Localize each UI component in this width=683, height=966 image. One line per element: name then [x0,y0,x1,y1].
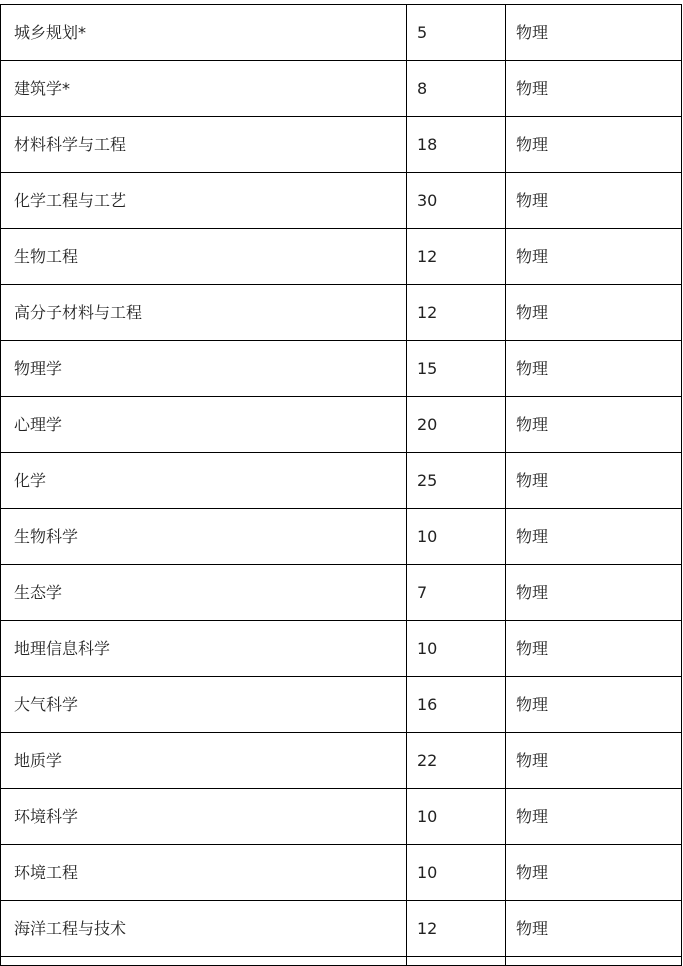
major-name-cell: 生物科学 [1,509,407,565]
enrollment-count-cell: 12 [407,229,506,285]
enrollment-count-cell: 7 [407,565,506,621]
subject-requirement-cell: 物理 [506,677,682,733]
enrollment-count-cell: 10 [407,509,506,565]
major-name-cell: 环境工程 [1,845,407,901]
major-name-cell: 城乡规划* [1,5,407,61]
enrollment-count-cell: 16 [407,677,506,733]
table-row [1,397,682,453]
table-row [1,621,682,677]
enrollment-count-cell: 12 [407,901,506,957]
enrollment-count-cell: 18 [407,117,506,173]
major-name-cell: 心理学 [1,397,407,453]
subject-requirement-cell: 物理 [506,733,682,789]
table-row [1,733,682,789]
enrollment-count-cell: 10 [407,621,506,677]
table-row [1,509,682,565]
subject-requirement-cell: 物理 [506,173,682,229]
table-row [1,285,682,341]
major-table-body [1,5,682,966]
enrollment-count-cell: 8 [407,61,506,117]
table-row [1,677,682,733]
subject-requirement-cell: 物理 [506,229,682,285]
table-row [1,341,682,397]
enrollment-count-cell: 20 [407,397,506,453]
major-name-cell: 环境科学 [1,789,407,845]
major-name-cell: 物理学 [1,341,407,397]
enrollment-count-cell: 22 [407,733,506,789]
major-name-cell: 地质学 [1,733,407,789]
enrollment-count-cell: 12 [407,285,506,341]
subject-requirement-cell: 物理 [506,341,682,397]
major-table-container [0,4,682,966]
subject-requirement-cell: 物理 [506,5,682,61]
enrollment-count-cell: 15 [407,341,506,397]
subject-requirement-cell: 物理 [506,453,682,509]
major-name-cell: 海洋工程与技术 [1,901,407,957]
enrollment-count-cell: 30 [407,173,506,229]
subject-requirement-cell: 物理 [506,61,682,117]
enrollment-count-cell: 5 [407,5,506,61]
subject-requirement-cell: 物理 [506,789,682,845]
major-name-cell: 地理信息科学 [1,621,407,677]
empty-cell [407,957,506,966]
major-name-cell: 材料科学与工程 [1,117,407,173]
subject-requirement-cell: 物理 [506,621,682,677]
table-row [1,229,682,285]
subject-requirement-cell: 物理 [506,117,682,173]
major-name-cell: 生物工程 [1,229,407,285]
enrollment-count-cell: 10 [407,845,506,901]
table-row [1,117,682,173]
empty-cell [1,957,407,966]
table-row-partial [1,957,682,966]
subject-requirement-cell: 物理 [506,509,682,565]
major-name-cell: 建筑学* [1,61,407,117]
table-row [1,5,682,61]
subject-requirement-cell: 物理 [506,285,682,341]
table-row [1,845,682,901]
enrollment-count-cell: 10 [407,789,506,845]
major-name-cell: 高分子材料与工程 [1,285,407,341]
empty-cell [506,957,682,966]
major-name-cell: 大气科学 [1,677,407,733]
major-name-cell: 化学 [1,453,407,509]
table-row [1,453,682,509]
table-row [1,901,682,957]
subject-requirement-cell: 物理 [506,397,682,453]
subject-requirement-cell: 物理 [506,565,682,621]
major-name-cell: 化学工程与工艺 [1,173,407,229]
subject-requirement-cell: 物理 [506,901,682,957]
subject-requirement-cell: 物理 [506,845,682,901]
major-name-cell: 生态学 [1,565,407,621]
major-table [0,4,682,966]
table-row [1,565,682,621]
table-row [1,61,682,117]
enrollment-count-cell: 25 [407,453,506,509]
table-row [1,173,682,229]
table-row [1,789,682,845]
